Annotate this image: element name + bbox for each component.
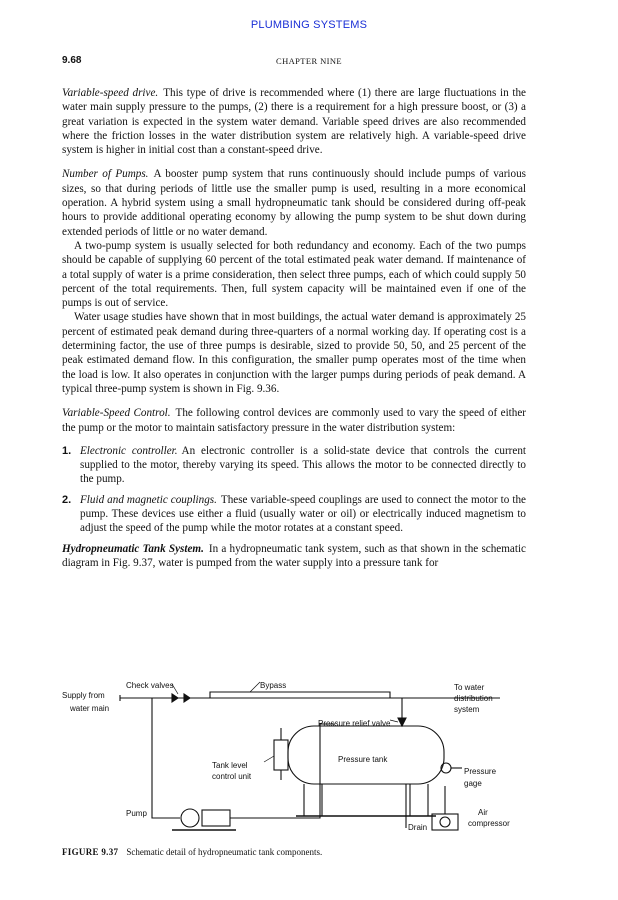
chapter-title: CHAPTER NINE bbox=[276, 56, 342, 66]
text-number-of-pumps-1: A booster pump system that runs continuously should include pumps of various sizes, so that during periods of little use the smaller pump is used, resulting in a more economical operation. A hybrid system using a small hydropneumatic tank should be considered during off-peak hours to provide additional operating economy by allowing the pump system to be shut down during extended periods of little or no water demand. bbox=[62, 168, 526, 238]
compressor-wheel-icon bbox=[440, 817, 450, 827]
list-item-term: Fluid and magnetic couplings. bbox=[80, 493, 217, 506]
heading-hydropneumatic-tank: Hydropneumatic Tank System. bbox=[62, 542, 204, 555]
label-to-water-line1: To water bbox=[454, 683, 485, 692]
heading-number-of-pumps: Number of Pumps. bbox=[62, 168, 149, 181]
text-hydropneumatic-tank: In a hydropneumatic tank system, such as that shown in the schematic diagram in Fig. 9.37, water is pumped from the water supply into a pressure tank for bbox=[62, 542, 526, 569]
label-pressure-gage-line2: gage bbox=[464, 779, 482, 788]
label-to-water-line3: system bbox=[454, 705, 480, 714]
list-item-term: Electronic controller. bbox=[80, 444, 178, 457]
figure-caption bbox=[62, 847, 542, 857]
pump-suction-pipe bbox=[152, 698, 180, 818]
control-devices-list bbox=[62, 444, 526, 536]
paragraph-variable-speed-drive bbox=[62, 86, 526, 157]
list-item bbox=[62, 444, 526, 487]
tank-support bbox=[304, 784, 428, 816]
motor-shape bbox=[202, 810, 230, 826]
relief-valve-icon bbox=[398, 718, 406, 726]
label-supply-line2: water main bbox=[70, 704, 110, 713]
pump-icon bbox=[181, 809, 199, 827]
schematic-diagram bbox=[60, 668, 540, 840]
paragraph-hydropneumatic-tank bbox=[62, 542, 526, 571]
text-variable-speed-drive: This type of drive is recommended where (1) there are large fluctuations in the water main supply pressure to the pumps, (2) there is a requirement for a high pressure boost, or (3) a great variation is expected in the system water demand. Variable speed drives are also recommended where the friction losses in the water distribution system are relatively high. A variable-speed drive system is higher in initial cost than a constant-speed drive. bbox=[62, 87, 526, 157]
label-pressure-gage-line1: Pressure bbox=[464, 767, 497, 776]
label-air-line2: compressor bbox=[468, 819, 510, 828]
heading-variable-speed-drive: Variable-speed drive. bbox=[62, 87, 159, 99]
label-pump: Pump bbox=[126, 809, 147, 818]
list-item-text: An electronic controller is a solid-state device that controls the current supplied to the motor, thereby varying its speed. This allows the motor to be connected directly to the pump. bbox=[80, 444, 526, 486]
label-pressure-relief-valve: Pressure relief valve bbox=[318, 719, 391, 728]
bypass-pipe bbox=[210, 692, 390, 698]
figure-caption-text: Schematic detail of hydropneumatic tank components. bbox=[126, 847, 323, 857]
heading-variable-speed-control: Variable-Speed Control. bbox=[62, 407, 171, 420]
label-drain: Drain bbox=[408, 823, 428, 832]
pump-discharge-pipe bbox=[230, 724, 335, 818]
paragraph-variable-speed-control bbox=[62, 406, 526, 435]
leader-bypass bbox=[250, 682, 260, 692]
text-variable-speed-control: The following control devices are commonly used to vary the speed of either the pump or the motor to maintain satisfactory pressure in the water distribution system: bbox=[62, 407, 526, 434]
leader-relief bbox=[390, 720, 398, 722]
leader-level bbox=[264, 756, 274, 762]
label-supply-line1: Supply from bbox=[62, 691, 105, 700]
label-pressure-tank: Pressure tank bbox=[338, 755, 388, 764]
label-tank-level-line2: control unit bbox=[212, 772, 252, 781]
label-tank-level-line1: Tank level bbox=[212, 761, 248, 770]
figure-hydropneumatic-schematic bbox=[60, 668, 540, 840]
body-text bbox=[62, 86, 526, 570]
figure-caption-label: FIGURE 9.37 bbox=[62, 847, 119, 857]
page-number: 9.68 bbox=[62, 55, 82, 66]
running-head: PLUMBING SYSTEMS bbox=[250, 19, 368, 31]
label-check-valves: Check valves bbox=[126, 681, 174, 690]
tank-level-control-shape bbox=[274, 740, 288, 770]
label-bypass: Bypass bbox=[260, 681, 287, 690]
list-item-text: These variable-speed couplings are used to connect the motor to the pump. These devices use either a fluid (usually water or oil) or electrically induced magnetism to adjust the speed of the pump while the motor rotates at a constant speed. bbox=[80, 493, 526, 535]
label-to-water-line2: distribution bbox=[454, 694, 493, 703]
list-item-number: 2. bbox=[62, 493, 72, 506]
paragraph-number-of-pumps bbox=[62, 167, 526, 238]
list-item bbox=[62, 493, 526, 536]
text-number-of-pumps-3: Water usage studies have shown that in most buildings, the actual water demand is approximately 25 percent of estimated peak demand during three-quarters of a normal working day. If operating cost is a determining factor, the use of three pumps is desirable, sized to provide 50, 50, and 25 percent of the peak estimated demand flow. In this configuration, the smaller pump operates most of the time when the load is low. It also operates in conjunction with the larger pumps during periods of peak demand. A typical three-pump system is shown in Fig. 9.36. bbox=[62, 311, 526, 395]
label-air-line1: Air bbox=[478, 808, 488, 817]
text-number-of-pumps-2: A two-pump system is usually selected for both redundancy and economy. Each of the two pumps should be capable of supplying 60 percent of the total estimated peak water demand. If maintenance of a total supply of water is a prime consideration, then select three pumps, each of which could supply 50 percent of the total requirements. Then, full system capacity will be maintained even if one of the pumps is out of service. bbox=[62, 239, 526, 310]
list-item-number: 1. bbox=[62, 444, 72, 457]
